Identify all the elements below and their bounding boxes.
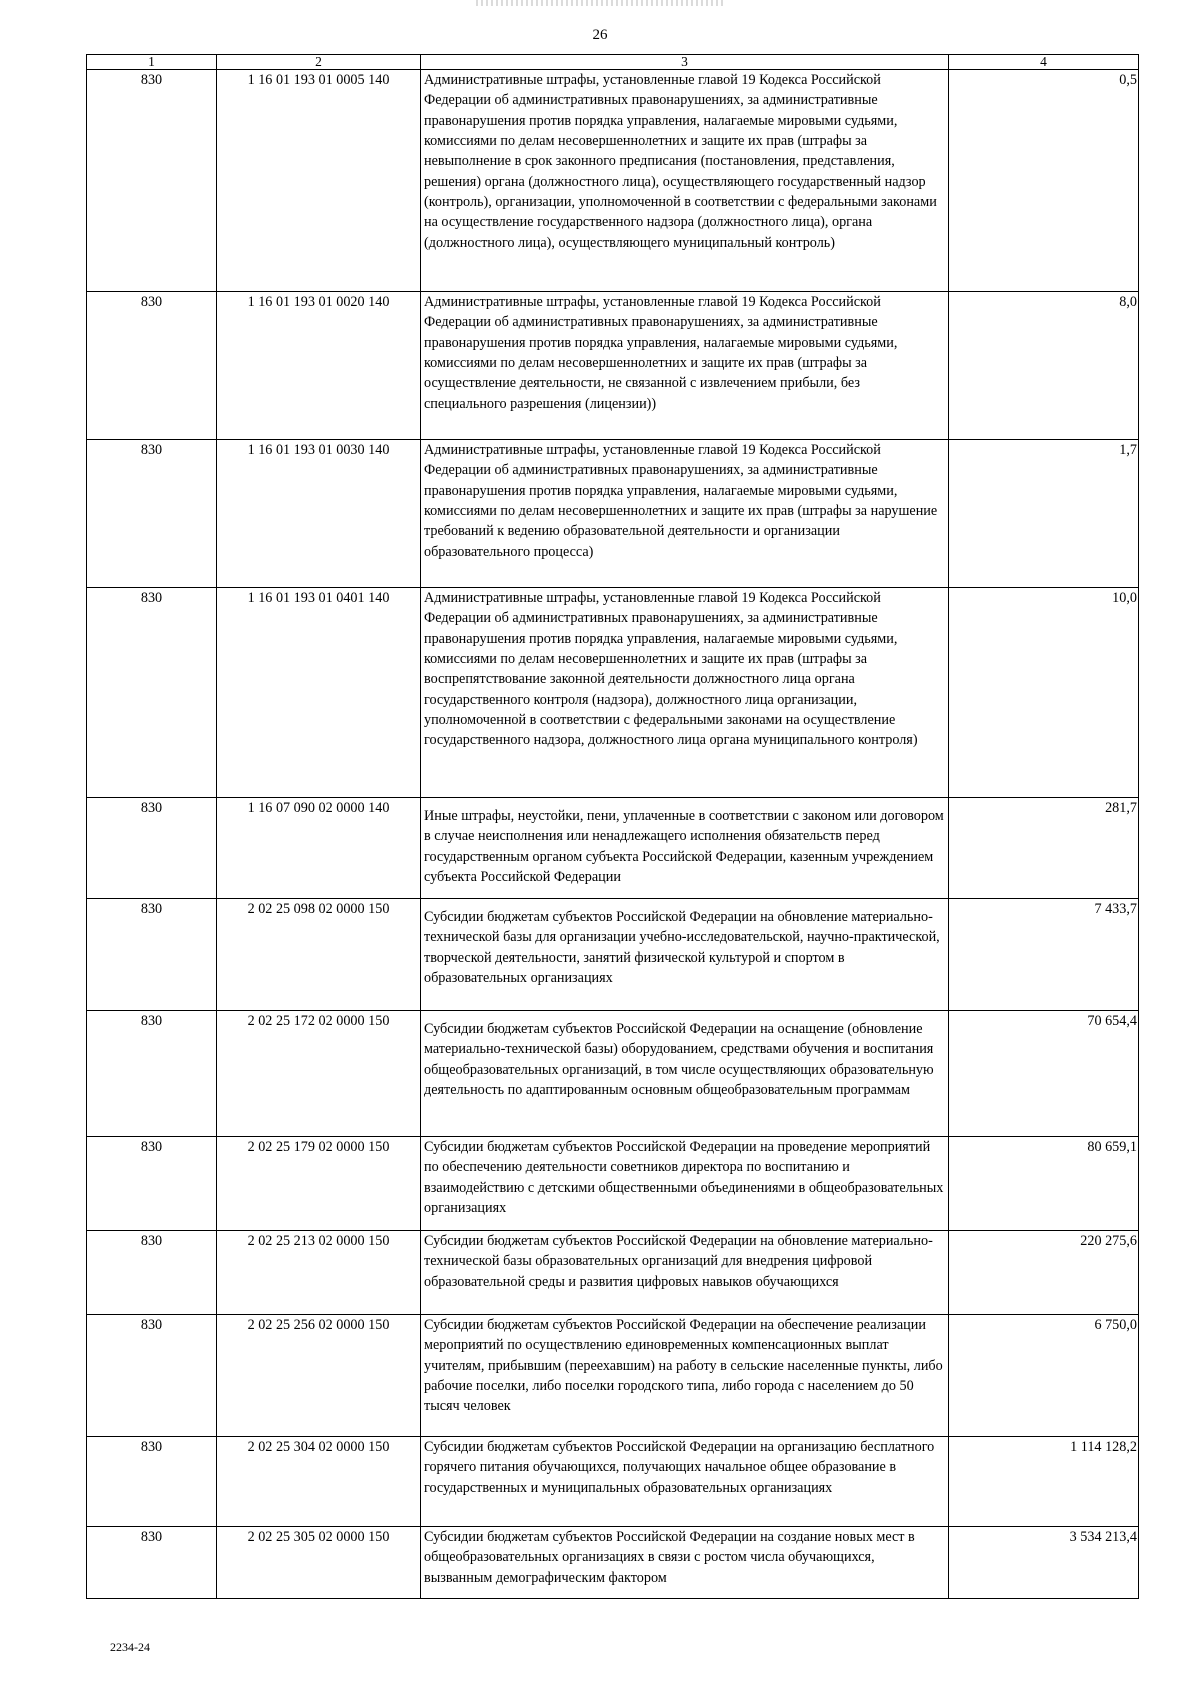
column-number-1: 1 xyxy=(87,55,217,70)
table-row xyxy=(87,588,1139,798)
revenue-description-cell: Субсидии бюджетам субъектов Российской Федерации на обновление материально-технической базы образовательных организаций для внедрения цифровой образовательной среды и развития цифровых навыков обучающихся xyxy=(421,1231,949,1315)
table-row xyxy=(87,1231,1139,1315)
amount-cell: 220 275,6 xyxy=(949,1231,1139,1315)
budget-revenue-table xyxy=(86,54,1139,1599)
amount-cell: 7 433,7 xyxy=(949,899,1139,1011)
amount-cell: 6 750,0 xyxy=(949,1315,1139,1437)
table-row xyxy=(87,1011,1139,1137)
admin-code-cell: 830 xyxy=(87,1315,217,1437)
amount-cell: 10,0 xyxy=(949,588,1139,798)
revenue-code-cell: 1 16 01 193 01 0030 140 xyxy=(217,440,421,588)
table-header-row xyxy=(87,55,1139,70)
column-number-2: 2 xyxy=(217,55,421,70)
admin-code-cell: 830 xyxy=(87,1011,217,1137)
revenue-code-cell: 1 16 01 193 01 0020 140 xyxy=(217,292,421,440)
admin-code-cell: 830 xyxy=(87,292,217,440)
admin-code-cell: 830 xyxy=(87,798,217,899)
revenue-code-cell: 2 02 25 213 02 0000 150 xyxy=(217,1231,421,1315)
table-row xyxy=(87,798,1139,899)
revenue-description-cell: Административные штрафы, установленные главой 19 Кодекса Российской Федерации об административных правонарушениях, за административные правонарушения против порядка управления, налагаемые мировыми судьями, комиссиями по делам несовершеннолетних и защите их прав (штрафы за нарушение требований к ведению образовательной деятельности и организации образовательного процесса) xyxy=(421,440,949,588)
revenue-description-cell: Субсидии бюджетам субъектов Российской Федерации на проведение мероприятий по обеспечению деятельности советников директора по воспитанию и взаимодействию с детскими общественными объединениями в общеобразовательных организациях xyxy=(421,1137,949,1231)
amount-cell: 1 114 128,2 xyxy=(949,1437,1139,1527)
revenue-code-cell: 1 16 01 193 01 0005 140 xyxy=(217,70,421,292)
admin-code-cell: 830 xyxy=(87,70,217,292)
table-row xyxy=(87,70,1139,292)
table-row xyxy=(87,440,1139,588)
revenue-description-cell: Субсидии бюджетам субъектов Российской Федерации на оснащение (обновление материально-технической базы) оборудованием, средствами обучения и воспитания общеобразовательных организаций, в том числе осуществляющих образовательную деятельность по адаптированным основным общеобразовательным программам xyxy=(421,1011,949,1137)
table-row xyxy=(87,899,1139,1011)
amount-cell: 0,5 xyxy=(949,70,1139,292)
revenue-code-cell: 1 16 01 193 01 0401 140 xyxy=(217,588,421,798)
admin-code-cell: 830 xyxy=(87,899,217,1011)
revenue-code-cell: 2 02 25 256 02 0000 150 xyxy=(217,1315,421,1437)
admin-code-cell: 830 xyxy=(87,588,217,798)
amount-cell: 281,7 xyxy=(949,798,1139,899)
table-row xyxy=(87,292,1139,440)
admin-code-cell: 830 xyxy=(87,440,217,588)
revenue-code-cell: 2 02 25 179 02 0000 150 xyxy=(217,1137,421,1231)
revenue-description-cell: Административные штрафы, установленные главой 19 Кодекса Российской Федерации об административных правонарушениях, за административные правонарушения против порядка управления, налагаемые мировыми судьями, комиссиями по делам несовершеннолетних и защите их прав (штрафы за осуществление деятельности, не связанной с извлечением прибыли, без специального разрешения (лицензии)) xyxy=(421,292,949,440)
revenue-code-cell: 2 02 25 172 02 0000 150 xyxy=(217,1011,421,1137)
table-row xyxy=(87,1137,1139,1231)
table-row xyxy=(87,1527,1139,1599)
page-number: 26 xyxy=(592,27,608,43)
revenue-description-cell: Иные штрафы, неустойки, пени, уплаченные в соответствии с законом или договором в случае неисполнения или ненадлежащего исполнения обязательств перед государственным органом субъекта Российской Федерации, казенным учреждением субъекта Российской Федерации xyxy=(421,798,949,899)
admin-code-cell: 830 xyxy=(87,1527,217,1599)
admin-code-cell: 830 xyxy=(87,1231,217,1315)
revenue-description-cell: Административные штрафы, установленные главой 19 Кодекса Российской Федерации об административных правонарушениях, за административные правонарушения против порядка управления, налагаемые мировыми судьями, комиссиями по делам несовершеннолетних и защите их прав (штрафы за невыполнение в срок законного предписания (постановления, представления, решения) органа (должностного лица), осуществляющего государственный надзор (контроль), организации, уполномоченной в соответствии с федеральными законами на осуществление государственного надзора (должностного лица), органа (должностного лица), осуществляющего муниципальный контроль) xyxy=(421,70,949,292)
revenue-code-cell: 2 02 25 305 02 0000 150 xyxy=(217,1527,421,1599)
revenue-description-cell: Административные штрафы, установленные главой 19 Кодекса Российской Федерации об административных правонарушениях, за административные правонарушения против порядка управления, налагаемые мировыми судьями, комиссиями по делам несовершеннолетних и защите их прав (штрафы за воспрепятствование законной деятельности должностного лица органа государственного контроля (надзора), должностного лица организации, уполномоченной в соответствии с федеральными законами на осуществление государственного надзора, должностного лица органа муниципального контроля) xyxy=(421,588,949,798)
revenue-description-cell: Субсидии бюджетам субъектов Российской Федерации на обеспечение реализации мероприятий по осуществлению единовременных компенсационных выплат учителям, прибывшим (переехавшим) на работу в сельские населенные пункты, либо рабочие поселки, либо поселки городского типа, либо города с населением до 50 тысяч человек xyxy=(421,1315,949,1437)
column-number-3: 3 xyxy=(421,55,949,70)
revenue-code-cell: 1 16 07 090 02 0000 140 xyxy=(217,798,421,899)
admin-code-cell: 830 xyxy=(87,1437,217,1527)
amount-cell: 3 534 213,4 xyxy=(949,1527,1139,1599)
amount-cell: 1,7 xyxy=(949,440,1139,588)
amount-cell: 70 654,4 xyxy=(949,1011,1139,1137)
amount-cell: 80 659,1 xyxy=(949,1137,1139,1231)
revenue-description-cell: Субсидии бюджетам субъектов Российской Федерации на создание новых мест в общеобразовательных организациях в связи с ростом числа обучающихся, вызванным демографическим фактором xyxy=(421,1527,949,1599)
column-number-4: 4 xyxy=(949,55,1139,70)
scan-artifact xyxy=(476,0,726,6)
revenue-description-cell: Субсидии бюджетам субъектов Российской Федерации на организацию бесплатного горячего питания обучающихся, получающих начальное общее образование в государственных и муниципальных образовательных организациях xyxy=(421,1437,949,1527)
table-row xyxy=(87,1437,1139,1527)
revenue-code-cell: 2 02 25 304 02 0000 150 xyxy=(217,1437,421,1527)
table-row xyxy=(87,1315,1139,1437)
admin-code-cell: 830 xyxy=(87,1137,217,1231)
amount-cell: 8,0 xyxy=(949,292,1139,440)
revenue-code-cell: 2 02 25 098 02 0000 150 xyxy=(217,899,421,1011)
document-code: 2234-24 xyxy=(110,1640,150,1654)
revenue-description-cell: Субсидии бюджетам субъектов Российской Федерации на обновление материально-технической базы для организации учебно-исследовательской, научно-практической, творческой деятельности, занятий физической культурой и спортом в образовательных организациях xyxy=(421,899,949,1011)
